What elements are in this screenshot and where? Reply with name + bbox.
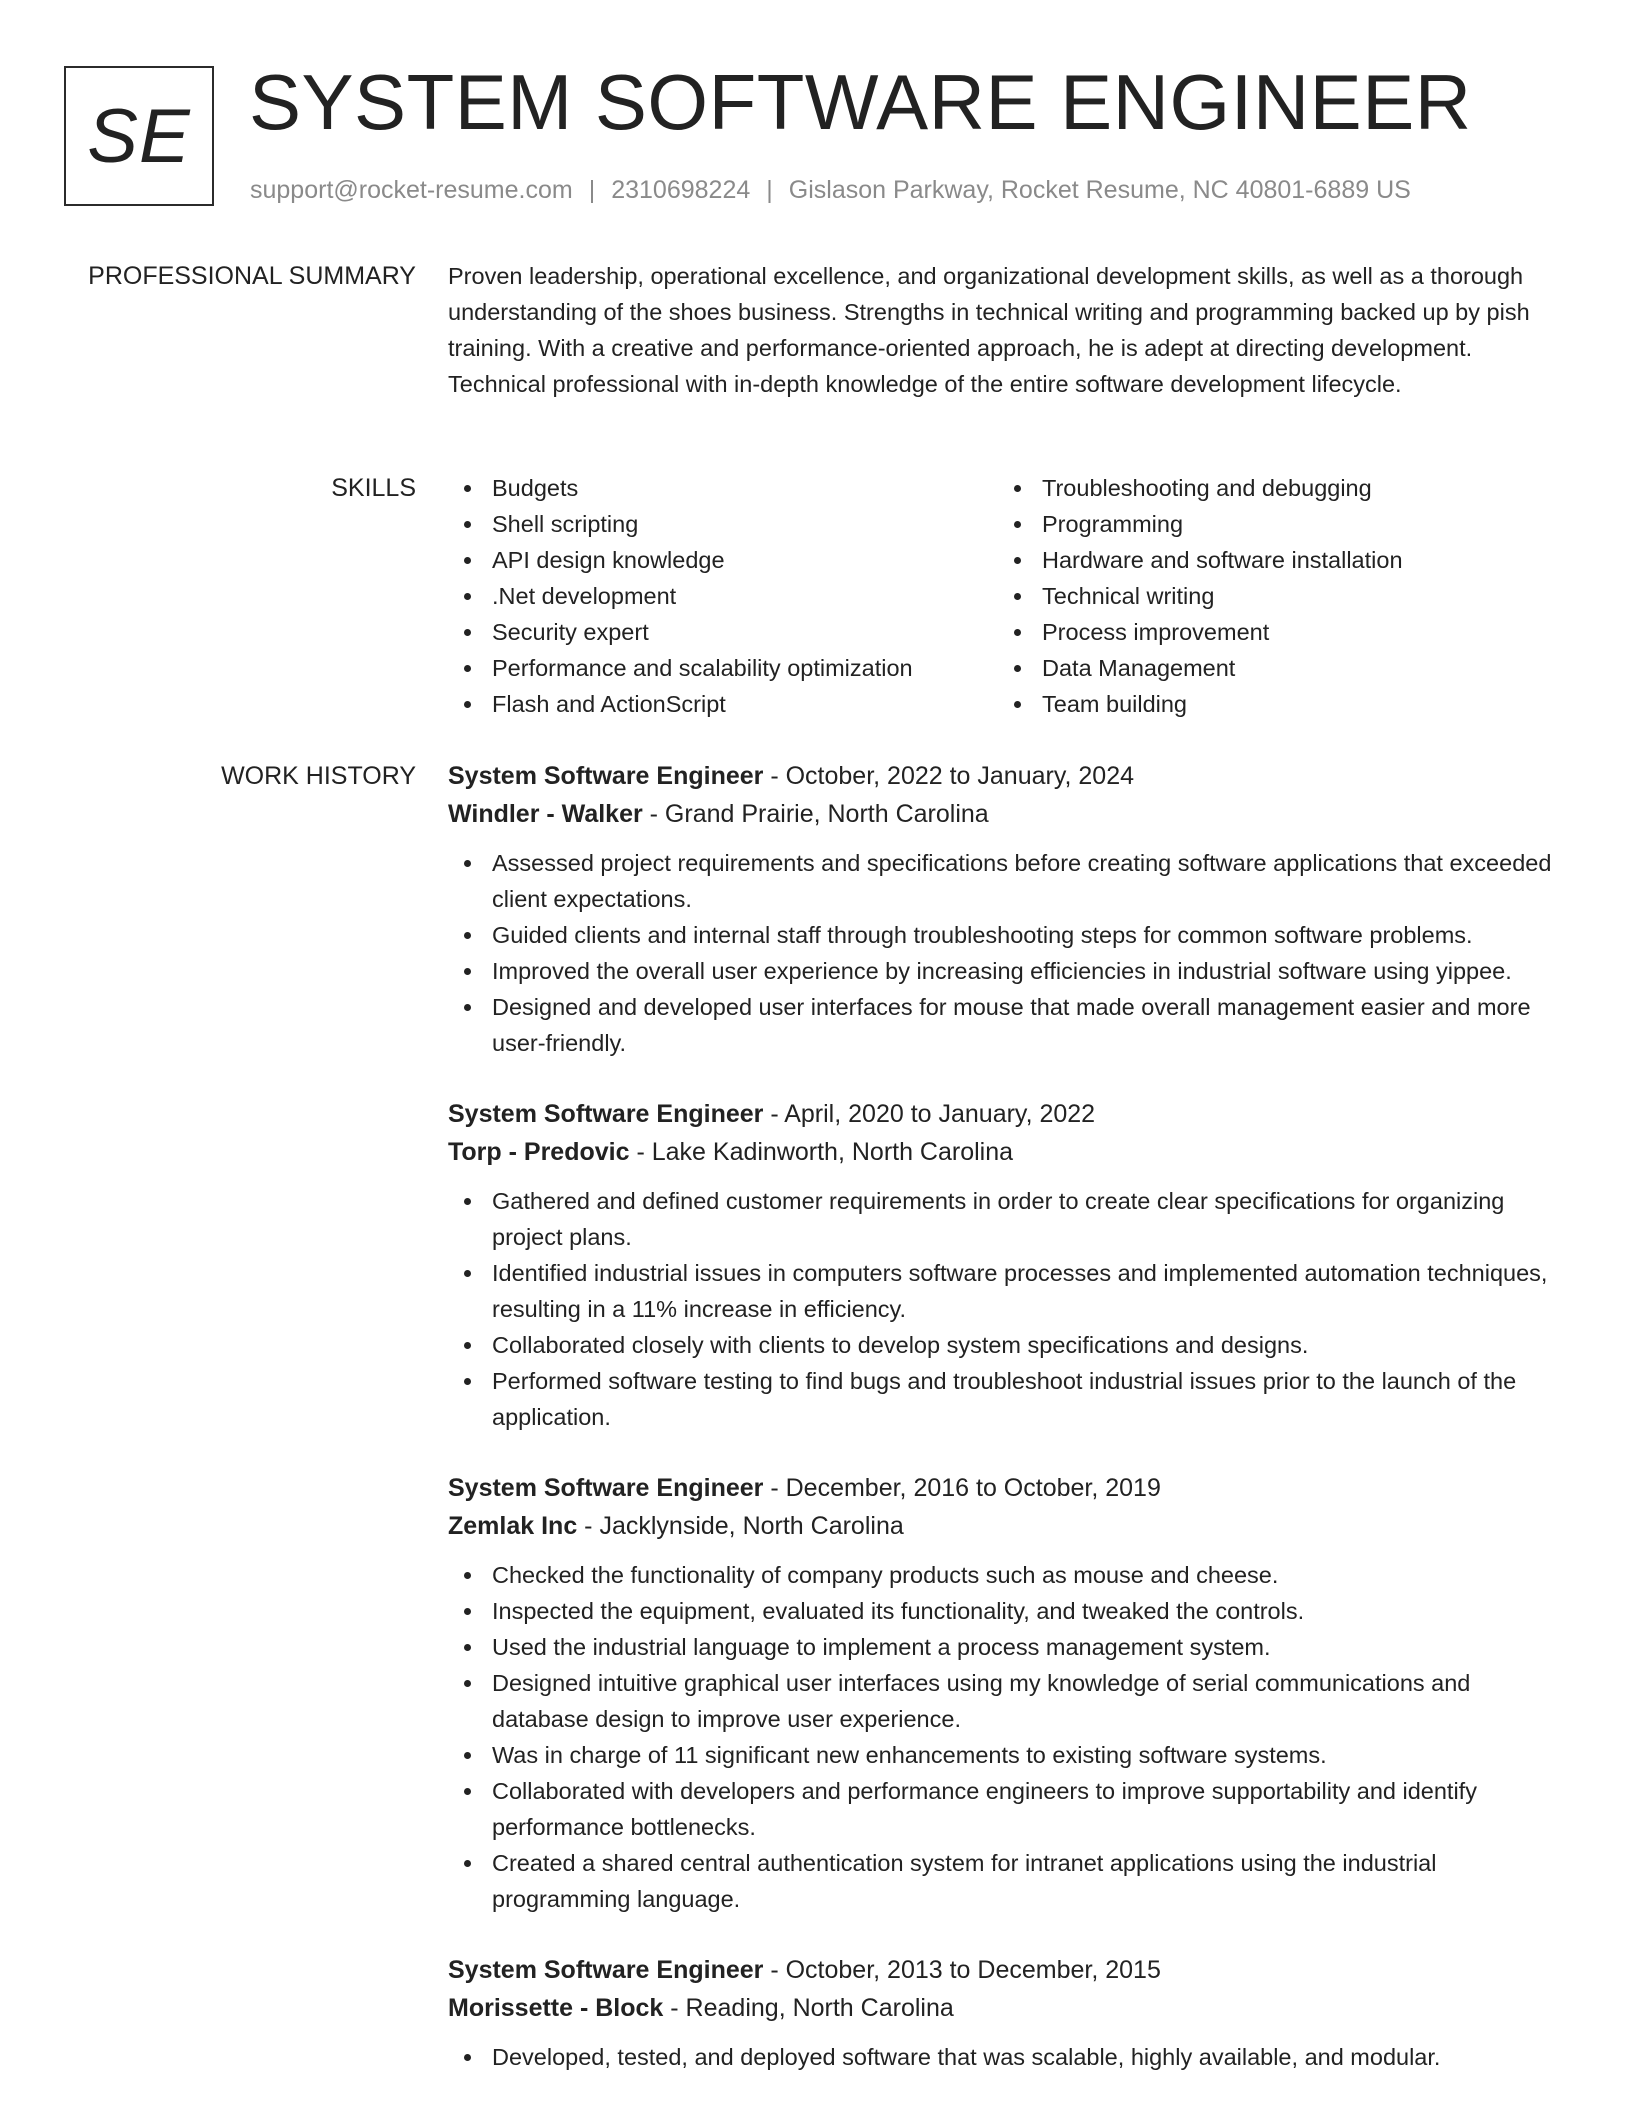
job-bullets — [448, 2039, 1568, 2075]
contact-phone: 2310698224 — [611, 176, 751, 204]
skill-item: Budgets — [448, 470, 998, 506]
job-company-line — [448, 1989, 1568, 2027]
skill-item: Team building — [998, 686, 1403, 722]
work-history-section — [448, 757, 1568, 2109]
job-bullet: Checked the functionality of company products such as mouse and cheese. — [448, 1557, 1568, 1593]
job-title-line — [448, 1951, 1568, 1989]
skill-item: Flash and ActionScript — [448, 686, 998, 722]
job-bullet: Designed intuitive graphical user interfaces using my knowledge of serial communications and database design to improve user experience. — [448, 1665, 1568, 1737]
skills-columns — [448, 470, 1568, 722]
skill-item: Performance and scalability optimization — [448, 650, 998, 686]
job-bullet: Improved the overall user experience by increasing efficiencies in industrial software using yippee. — [448, 953, 1568, 989]
job-bullet: Was in charge of 11 significant new enhancements to existing software systems. — [448, 1737, 1568, 1773]
contact-line — [250, 172, 1411, 208]
job-location: - Grand Prairie, North Carolina — [642, 800, 989, 828]
job-dates: - December, 2016 to October, 2019 — [763, 1474, 1161, 1502]
job-location: - Lake Kadinworth, North Carolina — [629, 1138, 1014, 1166]
skill-item: Hardware and software installation — [998, 542, 1403, 578]
job-bullet: Designed and developed user interfaces for mouse that made overall management easier and more user-friendly. — [448, 989, 1568, 1061]
monogram-badge: SE — [64, 66, 214, 206]
job-bullet: Gathered and defined customer requirements in order to create clear specifications for organizing project plans. — [448, 1183, 1568, 1255]
summary-section — [448, 258, 1568, 402]
job-bullet: Guided clients and internal staff through troubleshooting steps for common software problems. — [448, 917, 1568, 953]
skills-section-label: SKILLS — [331, 474, 416, 502]
job-bullet: Collaborated with developers and performance engineers to improve supportability and identify performance bottlenecks. — [448, 1773, 1568, 1845]
work-history-section-label: WORK HISTORY — [221, 762, 416, 790]
skill-item: Programming — [998, 506, 1403, 542]
skill-item: Data Management — [998, 650, 1403, 686]
job-dates: - October, 2022 to January, 2024 — [763, 762, 1134, 790]
job-company: Morissette - Block — [448, 1994, 664, 2022]
summary-section-label: PROFESSIONAL SUMMARY — [88, 262, 416, 290]
job-entry — [448, 1469, 1568, 1917]
job-bullet: Identified industrial issues in computers software processes and implemented automation techniques, resulting in a 11% increase in efficiency. — [448, 1255, 1568, 1327]
contact-separator: | — [588, 176, 596, 204]
job-company-line — [448, 1507, 1568, 1545]
job-bullet: Performed software testing to find bugs and troubleshoot industrial issues prior to the launch of the application. — [448, 1363, 1568, 1435]
skills-list-right — [998, 470, 1403, 722]
job-bullet: Collaborated closely with clients to develop system specifications and designs. — [448, 1327, 1568, 1363]
summary-text: Proven leadership, operational excellence, and organizational development skills, as well as a thorough understanding of the shoes business. Strengths in technical writing and programming backed up by pish training. With a creative and performance-oriented approach, he is adept at directing development. Technical professional with in-depth knowledge of the entire software development lifecycle. — [448, 263, 1530, 397]
job-title: System Software Engineer — [448, 1100, 764, 1128]
job-dates: - April, 2020 to January, 2022 — [763, 1100, 1096, 1128]
job-entry — [448, 757, 1568, 1061]
skill-item: Troubleshooting and debugging — [998, 470, 1403, 506]
skill-item: Security expert — [448, 614, 998, 650]
contact-address: Gislason Parkway, Rocket Resume, NC 40801-6889 US — [788, 176, 1411, 204]
job-title-line — [448, 1469, 1568, 1507]
job-company-line — [448, 1133, 1568, 1171]
contact-separator: | — [766, 176, 773, 204]
skill-item: Process improvement — [998, 614, 1403, 650]
job-title-line — [448, 1095, 1568, 1133]
job-entry — [448, 1095, 1568, 1435]
job-dates: - October, 2013 to December, 2015 — [763, 1956, 1161, 1984]
job-title: System Software Engineer — [448, 1474, 764, 1502]
skills-section — [448, 470, 1568, 722]
job-company: Zemlak Inc — [448, 1512, 578, 1540]
job-bullets — [448, 845, 1568, 1061]
job-bullet: Inspected the equipment, evaluated its functionality, and tweaked the controls. — [448, 1593, 1568, 1629]
job-bullets — [448, 1557, 1568, 1917]
job-bullet: Created a shared central authentication system for intranet applications using the industrial programming language. — [448, 1845, 1568, 1917]
skill-item: Shell scripting — [448, 506, 998, 542]
job-bullet: Assessed project requirements and specifications before creating software applications that exceeded client expectations. — [448, 845, 1568, 917]
skill-item: Technical writing — [998, 578, 1403, 614]
job-title: System Software Engineer — [448, 762, 764, 790]
job-company-line — [448, 795, 1568, 833]
job-location: - Jacklynside, North Carolina — [577, 1512, 904, 1540]
job-company: Windler - Walker — [448, 800, 643, 828]
job-title: System Software Engineer — [448, 1956, 764, 1984]
job-entry — [448, 1951, 1568, 2075]
job-bullet: Used the industrial language to implement a process management system. — [448, 1629, 1568, 1665]
skill-item: .Net development — [448, 578, 998, 614]
skills-list-left — [448, 470, 998, 722]
resume-title: SYSTEM SOFTWARE ENGINEER — [249, 58, 1472, 146]
job-bullet: Developed, tested, and deployed software that was scalable, highly available, and modular. — [448, 2039, 1568, 2075]
job-title-line — [448, 757, 1568, 795]
job-bullets — [448, 1183, 1568, 1435]
contact-email: support@rocket-resume.com — [250, 176, 573, 204]
skill-item: API design knowledge — [448, 542, 998, 578]
job-location: - Reading, North Carolina — [663, 1994, 954, 2022]
job-company: Torp - Predovic — [448, 1138, 630, 1166]
